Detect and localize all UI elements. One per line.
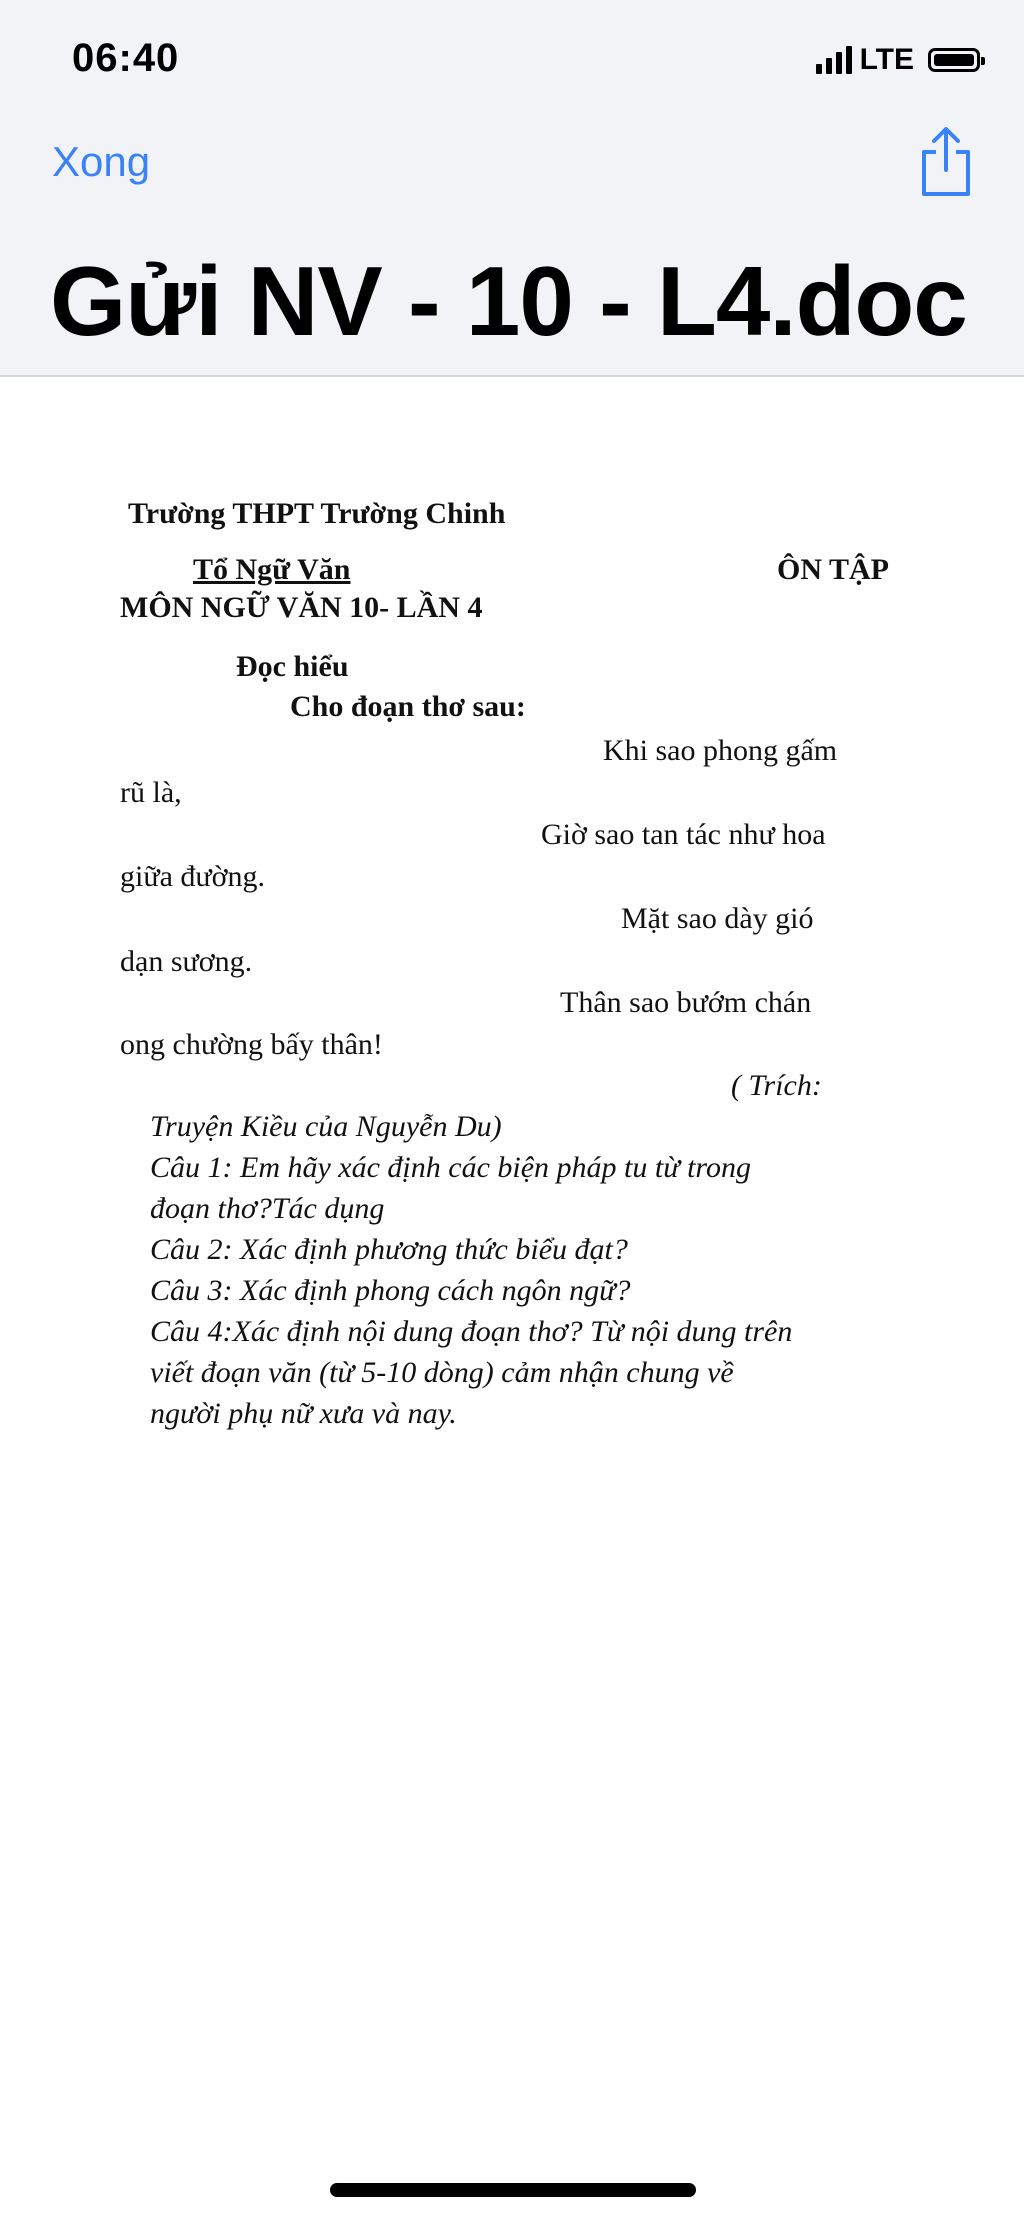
status-indicators (816, 40, 980, 80)
network-type: LTE (859, 43, 914, 76)
poem-line: rũ là, (120, 776, 182, 809)
school-name: Trường THPT Trường Chinh (128, 497, 506, 530)
done-button[interactable]: Xong (52, 138, 151, 185)
battery-icon (928, 48, 980, 72)
subject-heading: MÔN NGỮ VĂN 10- LẦN 4 (120, 591, 483, 624)
poem-line: Thân sao bướm chán (560, 986, 812, 1019)
poem-line: ong chường bấy thân! (120, 1028, 383, 1061)
question-2: Câu 2: Xác định phương thức biểu đạt? (150, 1233, 628, 1266)
section-heading: Đọc hiểu (236, 650, 349, 683)
question-4-continued: viết đoạn văn (từ 5-10 dòng) cảm nhận chung về (150, 1356, 734, 1389)
question-3: Câu 3: Xác định phong cách ngôn ngữ? (150, 1274, 631, 1307)
question-4-continued: người phụ nữ xưa và nay. (150, 1397, 457, 1430)
share-icon[interactable] (918, 126, 974, 198)
question-1-continued: đoạn thơ?Tác dụng (150, 1192, 385, 1225)
poem-line: giữa đường. (120, 860, 266, 893)
citation: ( Trích: (731, 1069, 822, 1102)
signal-icon (816, 46, 852, 74)
intro-text: Cho đoạn thơ sau: (290, 690, 526, 723)
poem-line: Giờ sao tan tác như hoa (541, 818, 826, 851)
navigation-header (0, 0, 1024, 377)
department-name: Tổ Ngữ Văn (193, 553, 351, 586)
question-1: Câu 1: Em hãy xác định các biện pháp tu từ trong (150, 1151, 751, 1184)
document-title: Gửi NV - 10 - L4.doc (50, 246, 967, 356)
review-heading: ÔN TẬP (777, 553, 889, 586)
citation-source: Truyện Kiều của Nguyễn Du) (150, 1110, 502, 1143)
question-4: Câu 4:Xác định nội dung đoạn thơ? Từ nội dung trên (150, 1315, 793, 1348)
poem-line: Mặt sao dày gió (621, 902, 814, 935)
poem-line: dạn sương. (120, 945, 253, 978)
home-indicator[interactable] (330, 2183, 696, 2197)
poem-line: Khi sao phong gấm (603, 734, 838, 767)
status-time: 06:40 (72, 36, 180, 80)
